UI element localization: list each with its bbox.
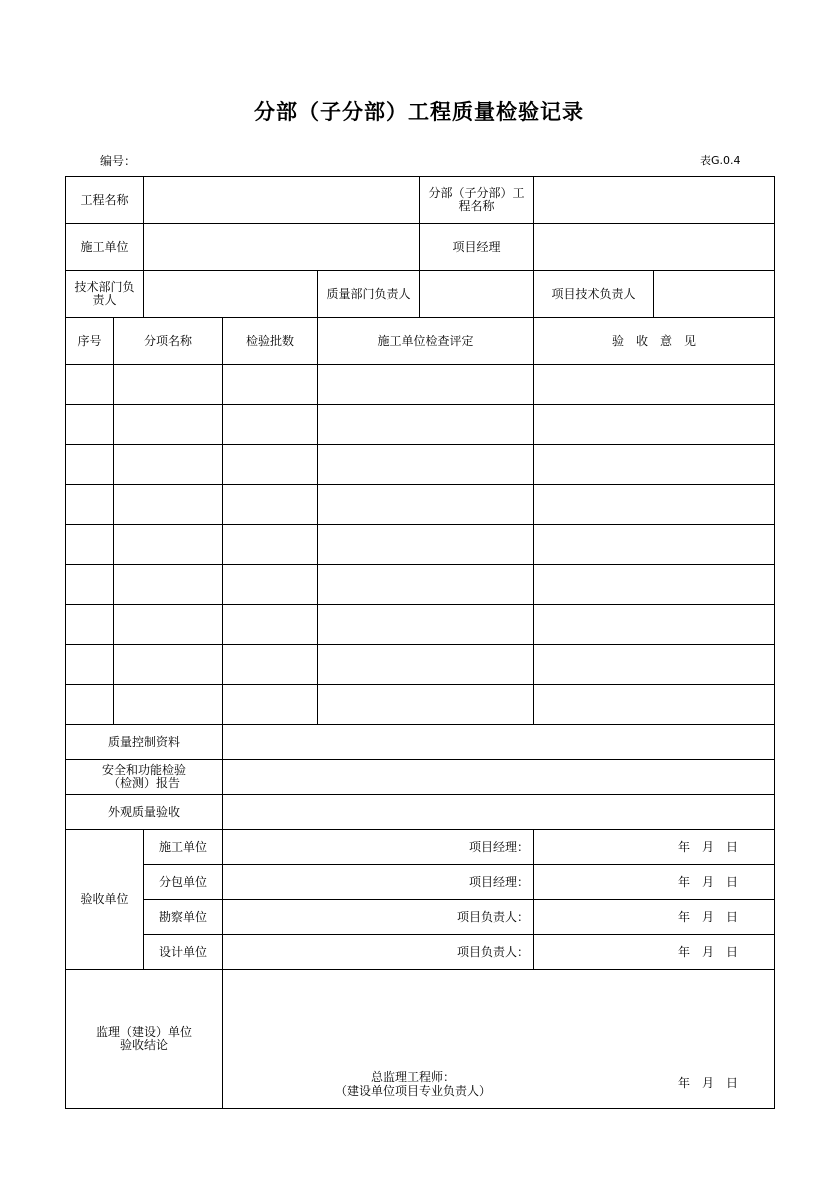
batch-count-cell[interactable] [223,605,318,645]
column-header-item-name: 分项名称 [114,318,223,365]
safety-report-row [66,760,775,795]
tech-dept-head-value[interactable] [144,271,318,318]
safety-report-label-line2: （检测）报告 [108,776,181,790]
batch-count-cell[interactable] [223,565,318,605]
acceptance-unit-role[interactable]: 项目经理： [223,830,534,865]
contractor-eval-cell[interactable] [318,405,534,445]
project-name-row [66,177,775,224]
table-row [66,365,775,405]
batch-count-cell[interactable] [223,445,318,485]
appearance-acceptance-label: 外观质量验收 [66,795,223,830]
batch-count-cell[interactable] [223,645,318,685]
contractor-eval-cell[interactable] [318,525,534,565]
table-row [66,565,775,605]
subdivision-name-label [420,177,534,224]
acceptance-unit-role[interactable]: 项目负责人： [223,900,534,935]
acceptance-unit-name: 设计单位 [144,935,223,970]
subdivision-name-label-line1: 分部（子分部）工 [428,186,525,200]
column-header-acceptance-opinion: 验 收 意 见 [534,318,775,365]
acceptance-unit-date[interactable]: 年 月 日 [534,900,775,935]
supervision-conclusion-cell[interactable] [223,970,775,1109]
seq-cell[interactable] [66,445,114,485]
acceptance-unit-date[interactable]: 年 月 日 [534,935,775,970]
table-row [66,485,775,525]
project-tech-head-value[interactable] [654,271,775,318]
construction-unit-label: 施工单位 [66,224,144,271]
acceptance-unit-row [66,865,775,900]
contractor-eval-cell[interactable] [318,645,534,685]
appearance-acceptance-value[interactable] [223,795,775,830]
supervision-date[interactable]: 年 月 日 [678,1076,739,1090]
quality-control-docs-row [66,725,775,760]
project-name-value[interactable] [144,177,420,224]
item-name-cell[interactable] [114,365,223,405]
acceptance-unit-name: 勘察单位 [144,900,223,935]
acceptance-opinion-cell[interactable] [534,445,775,485]
seq-cell[interactable] [66,365,114,405]
supervision-signer-line1: 总监理工程师： [371,1070,456,1084]
table-row [66,605,775,645]
quality-control-docs-label: 质量控制资料 [66,725,223,760]
item-name-cell[interactable] [114,645,223,685]
table-row [66,445,775,485]
acceptance-unit-date[interactable]: 年 月 日 [534,830,775,865]
appearance-acceptance-row [66,795,775,830]
item-name-cell[interactable] [114,405,223,445]
seq-cell[interactable] [66,405,114,445]
seq-cell[interactable] [66,685,114,725]
project-tech-head-label: 项目技术负责人 [534,271,654,318]
construction-unit-value[interactable] [144,224,420,271]
acceptance-opinion-cell[interactable] [534,605,775,645]
table-row [66,685,775,725]
project-manager-label: 项目经理 [420,224,534,271]
batch-count-cell[interactable] [223,365,318,405]
acceptance-opinion-cell[interactable] [534,365,775,405]
acceptance-unit-date[interactable]: 年 月 日 [534,865,775,900]
inspection-record-table [65,176,775,1109]
table-row [66,525,775,565]
subdivision-name-label-line2: 程名称 [458,199,495,213]
contractor-eval-cell[interactable] [318,485,534,525]
acceptance-opinion-cell[interactable] [534,405,775,445]
item-name-cell[interactable] [114,445,223,485]
item-name-cell[interactable] [114,605,223,645]
batch-count-cell[interactable] [223,485,318,525]
quality-control-docs-value[interactable] [223,725,775,760]
column-header-row [66,318,775,365]
acceptance-unit-row [66,830,775,865]
acceptance-group-label: 验收单位 [66,830,144,970]
serial-number-label: 编号： [100,154,137,168]
column-header-seq: 序号 [66,318,114,365]
form-number: 表G.0.4 [700,154,741,167]
seq-cell[interactable] [66,605,114,645]
safety-report-value[interactable] [223,760,775,795]
quality-dept-head-label: 质量部门负责人 [318,271,420,318]
supervision-row [66,970,775,1109]
batch-count-cell[interactable] [223,525,318,565]
supervision-signer-label [223,1070,603,1098]
seq-cell[interactable] [66,485,114,525]
acceptance-unit-row [66,900,775,935]
supervision-label-line2: 验收结论 [120,1038,169,1052]
contractor-eval-cell[interactable] [318,365,534,405]
subdivision-name-value[interactable] [534,177,775,224]
acceptance-unit-role[interactable]: 项目负责人： [223,935,534,970]
acceptance-unit-name: 施工单位 [144,830,223,865]
supervision-signer-line2: （建设单位项目专业负责人） [335,1084,492,1098]
acceptance-opinion-cell[interactable] [534,645,775,685]
acceptance-unit-role[interactable]: 项目经理： [223,865,534,900]
safety-report-label-line1: 安全和功能检验 [102,763,187,777]
supervision-label [66,970,223,1109]
contractor-eval-cell[interactable] [318,565,534,605]
responsible-persons-row [66,271,775,318]
contractor-eval-cell[interactable] [318,445,534,485]
item-name-cell[interactable] [114,525,223,565]
batch-count-cell[interactable] [223,685,318,725]
item-name-cell[interactable] [114,565,223,605]
table-row [66,645,775,685]
quality-dept-head-value[interactable] [420,271,534,318]
supervision-label-line1: 监理（建设）单位 [96,1025,193,1039]
column-header-contractor-eval: 施工单位检查评定 [318,318,534,365]
item-name-cell[interactable] [114,485,223,525]
acceptance-opinion-cell[interactable] [534,525,775,565]
contractor-eval-cell[interactable] [318,605,534,645]
project-manager-value[interactable] [534,224,775,271]
supervision-signature-area [223,1070,774,1098]
project-name-label: 工程名称 [66,177,144,224]
safety-report-label [66,760,223,795]
page-title: 分部（子分部）工程质量检验记录 [254,100,584,124]
item-name-cell[interactable] [114,685,223,725]
acceptance-opinion-cell[interactable] [534,565,775,605]
table-row [66,405,775,445]
acceptance-unit-name: 分包单位 [144,865,223,900]
acceptance-opinion-cell[interactable] [534,685,775,725]
seq-cell[interactable] [66,645,114,685]
acceptance-opinion-cell[interactable] [534,485,775,525]
column-header-batch-count: 检验批数 [223,318,318,365]
contractor-eval-cell[interactable] [318,685,534,725]
acceptance-unit-row [66,935,775,970]
seq-cell[interactable] [66,525,114,565]
construction-unit-row [66,224,775,271]
batch-count-cell[interactable] [223,405,318,445]
seq-cell[interactable] [66,565,114,605]
tech-dept-head-label: 技术部门负责人 [66,271,144,318]
